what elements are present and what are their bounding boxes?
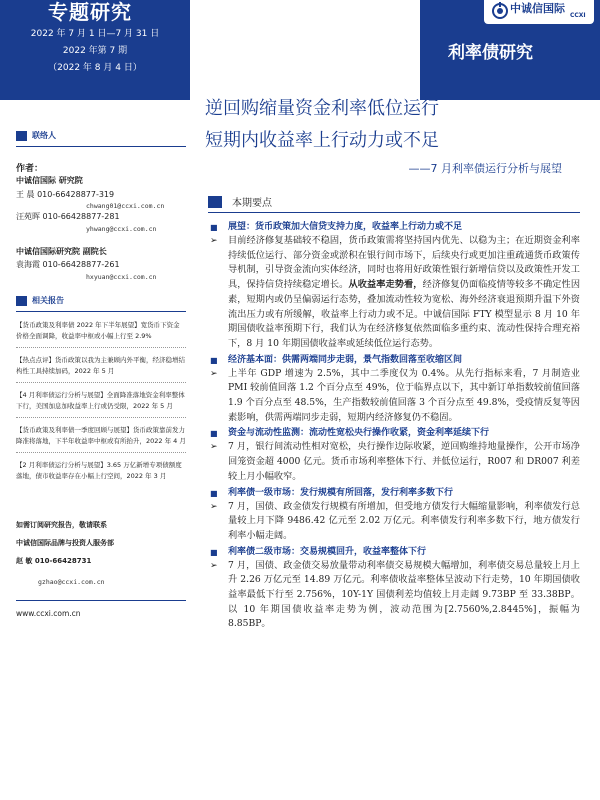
contact-person: 赵 敏 010-66428731 [16, 557, 92, 565]
key-points-title: 本期要点 [232, 198, 272, 209]
divider [16, 146, 186, 147]
analyst-email[interactable]: yhwang@ccxi.com.cn [86, 225, 157, 233]
org-research-institute: 中诚信国际 研究院 [16, 176, 83, 185]
square-bullet-icon: ■ [210, 488, 218, 498]
analyst-email[interactable]: chwang01@ccxi.com.cn [86, 202, 165, 210]
divider [16, 600, 186, 601]
related-report[interactable]: 【4 月利率债运行分析与展望】全面降准落地资金利率整体下行，美国加息加收益率上行或仍受限，2022 年 5 月 [16, 391, 185, 410]
contacts-title: 联络人 [32, 131, 56, 140]
header-band [0, 0, 600, 100]
report-type: 专题研究 [48, 0, 132, 24]
section-marker-icon [208, 196, 222, 208]
arrow-bullet-icon: ➢ [210, 560, 218, 571]
header-left-panel [0, 0, 190, 100]
brand-name: 中诚信国际 [510, 2, 565, 15]
subtitle: ——7 月利率债运行分析与展望 [408, 162, 562, 175]
divider [16, 452, 186, 453]
key-point-heading [208, 353, 580, 367]
key-point-emphasis: 从收益率走势看， [348, 279, 423, 291]
analyst-yuan-haixia: 袁海霞 010-66428877-261 [16, 260, 120, 269]
section-marker-icon [16, 296, 27, 306]
key-point-heading-text: 经济基本面：供需两端同步走弱，景气指数回落至收缩区间 [228, 354, 463, 365]
key-point-heading-text: 展望：货币政策加大信贷支持力度，收益率上行动力或不足 [228, 222, 463, 232]
website-link[interactable]: www.ccxi.com.cn [16, 609, 81, 618]
title-line-1: 逆回购缩量资金利率低位运行 [205, 98, 439, 119]
divider [16, 347, 186, 348]
category-label: 利率债研究 [448, 43, 533, 63]
title-line-2: 短期内收益率上行动力或不足 [205, 130, 439, 151]
related-report[interactable]: 【货币政策及利率债 2022 年下半年展望】宽货币下资金价格全面调降，收益率中枢或小幅上行至 2.9% [16, 321, 180, 340]
arrow-bullet-icon: ➢ [210, 501, 218, 512]
divider [208, 212, 580, 213]
sidebar [16, 128, 186, 618]
related-report[interactable]: 【货币政策及利率债一季度回顾与展望】货币政策靠前发力降准将落地，下半年收益率中枢或有所抬升，2022 年 4 月 [16, 426, 186, 445]
key-points-header [208, 192, 580, 214]
analyst-wang-yuanhui: 汪苑晖 010-66428877-281 [16, 212, 120, 221]
section-marker-icon [16, 131, 27, 141]
key-point-heading-text: 利率债二级市场：交易规模回升，收益率整体下行 [228, 546, 427, 557]
publish-date: （2022 年 8 月 4 日） [48, 63, 142, 73]
key-point-heading-text: 资金与流动性监测：流动性宽松央行操作收紧，资金利率延续下行 [228, 428, 490, 439]
key-point-text: 7 月，银行间流动性相对宽松，央行操作边际收紧，逆回购维持地量操作，公开市场净回笼资金超 4000 亿元。货币市场利率整体下行、并低位运行，R007 和 DR007 利差较上月小幅收窄。 [228, 441, 580, 482]
authors-label: 作者： [16, 164, 44, 174]
issue-number: 2022 年第 7 期 [62, 46, 128, 56]
key-point-heading [208, 426, 580, 440]
subscription-note: 如需订阅研究报告，敬请联系 [16, 521, 107, 529]
divider [16, 382, 186, 383]
square-bullet-icon: ■ [210, 355, 218, 365]
key-point-text: 上半年 GDP 增速为 2.5%，其中二季度仅为 0.4%。从先行指标来看，7 月制造业 PMI 较前值回落 1.2 个百分点至 49%，位于临界点以下，其中新订单指数较前值回落 1.9 个百分点至 48.5%，生产指数较前值回落 3 个百分点至 49.8%，受疫情反复等因素影响，供需两端同步走弱，短期内经济修复仍不稳固。 [228, 367, 580, 423]
key-point-heading [208, 220, 580, 234]
key-point-heading [208, 545, 580, 559]
square-bullet-icon: ■ [210, 547, 218, 557]
key-point-heading-text: 利率债一级市场：发行规模有所回落，发行利率多数下行 [228, 487, 454, 498]
key-point-body [208, 440, 580, 484]
key-point-text: 7 月，国债、政金债发行规模有所增加，但受地方债发行大幅缩量影响，利率债发行总量较上月下降 9486.42 亿元至 2.02 万亿元。利率债发行利率多数下行，地方债发行利率小幅走阔。 [228, 500, 580, 541]
key-point-text: 目前经济修复基础较不稳固，货币政策需将坚持国内优先、以稳为主；在近期资金利率持续低位运行、部分资金或淤积在银行间市场下，后续央行或更加注重疏通货币政策传导机制，引导资金流向实体经济，同时也将用好政策性银行新增信贷以及政策性开发工具，保持信贷持续稳定增长。 [228, 235, 580, 291]
key-point-body [208, 559, 580, 633]
square-bullet-icon: ■ [210, 223, 218, 232]
brand-logo [484, 0, 594, 24]
contacts-header [16, 128, 186, 144]
related-title: 相关报告 [32, 296, 64, 305]
key-point-text: 经济修复仍面临疫情等较多不确定性因素，短期内或仍呈偏弱运行态势，叠加流动性较为宽松、海外经济衰退预期升温下外资流出压力或有所缓解，收益率上行动力或不足。中诚信国际 FTY 模型显示 8 月 10 年期国债收益率预期下行，我们认为在经济修复依然面临多重约束、流动性保持合理充裕下，8 月 10 年期国债收益率或延续低位运行态势。 [228, 279, 581, 349]
divider [16, 311, 186, 312]
key-point-heading [208, 486, 580, 500]
header-mid [190, 0, 420, 100]
contact-email[interactable]: gzhao@ccxi.com.cn [38, 578, 105, 586]
main-content [208, 192, 580, 632]
ccxi-logo-icon [490, 2, 510, 20]
key-point-body [208, 500, 580, 544]
arrow-bullet-icon: ➢ [210, 442, 218, 453]
analyst-email[interactable]: hxyuan@ccxi.com.cn [86, 273, 157, 281]
date-range: 2022 年 7 月 1 日—7 月 31 日 [30, 29, 160, 39]
related-report[interactable]: 【2 月利率债运行分析与展望】3.65 万亿新增专项债额度落地，债市收益率存在小幅上行空间，2022 年 3 月 [16, 461, 182, 480]
key-point-text: 7 月，国债、政金债交易放量带动利率债交易规模大幅增加，利率债交易总量较上月上升 2.26 万亿元至 14.89 万亿元。利率债收益率整体呈波动下行走势，10 年期国债收益率最低下行至 2.756%，10Y-1Y 国债利差均值较上月走阔 9.73BP 至 33.38BP。以 10 年期国债收益率走势为例，波动范围为[2.7560%,2.8445%]，振幅为 8.85BP。 [228, 559, 580, 630]
arrow-bullet-icon: ➢ [210, 236, 218, 246]
analyst-wang-chen: 王 晨 010-66428877-319 [16, 190, 115, 199]
brand-abbrev: CCXI [570, 12, 586, 19]
key-point-body [208, 367, 580, 426]
arrow-bullet-icon: ➢ [210, 368, 218, 379]
related-reports-header [16, 293, 186, 309]
org-vice-president: 中诚信国际研究院 副院长 [16, 247, 107, 256]
square-bullet-icon: ■ [210, 429, 218, 439]
divider [16, 417, 186, 418]
service-department: 中诚信国际品牌与投资人服务部 [16, 539, 114, 547]
related-report[interactable]: 【热点点评】货币政策以我为主兼顾内外平衡，经济稳增结构性工具持续加码，2022 年 5 月 [16, 356, 185, 375]
key-point-body [208, 234, 580, 352]
